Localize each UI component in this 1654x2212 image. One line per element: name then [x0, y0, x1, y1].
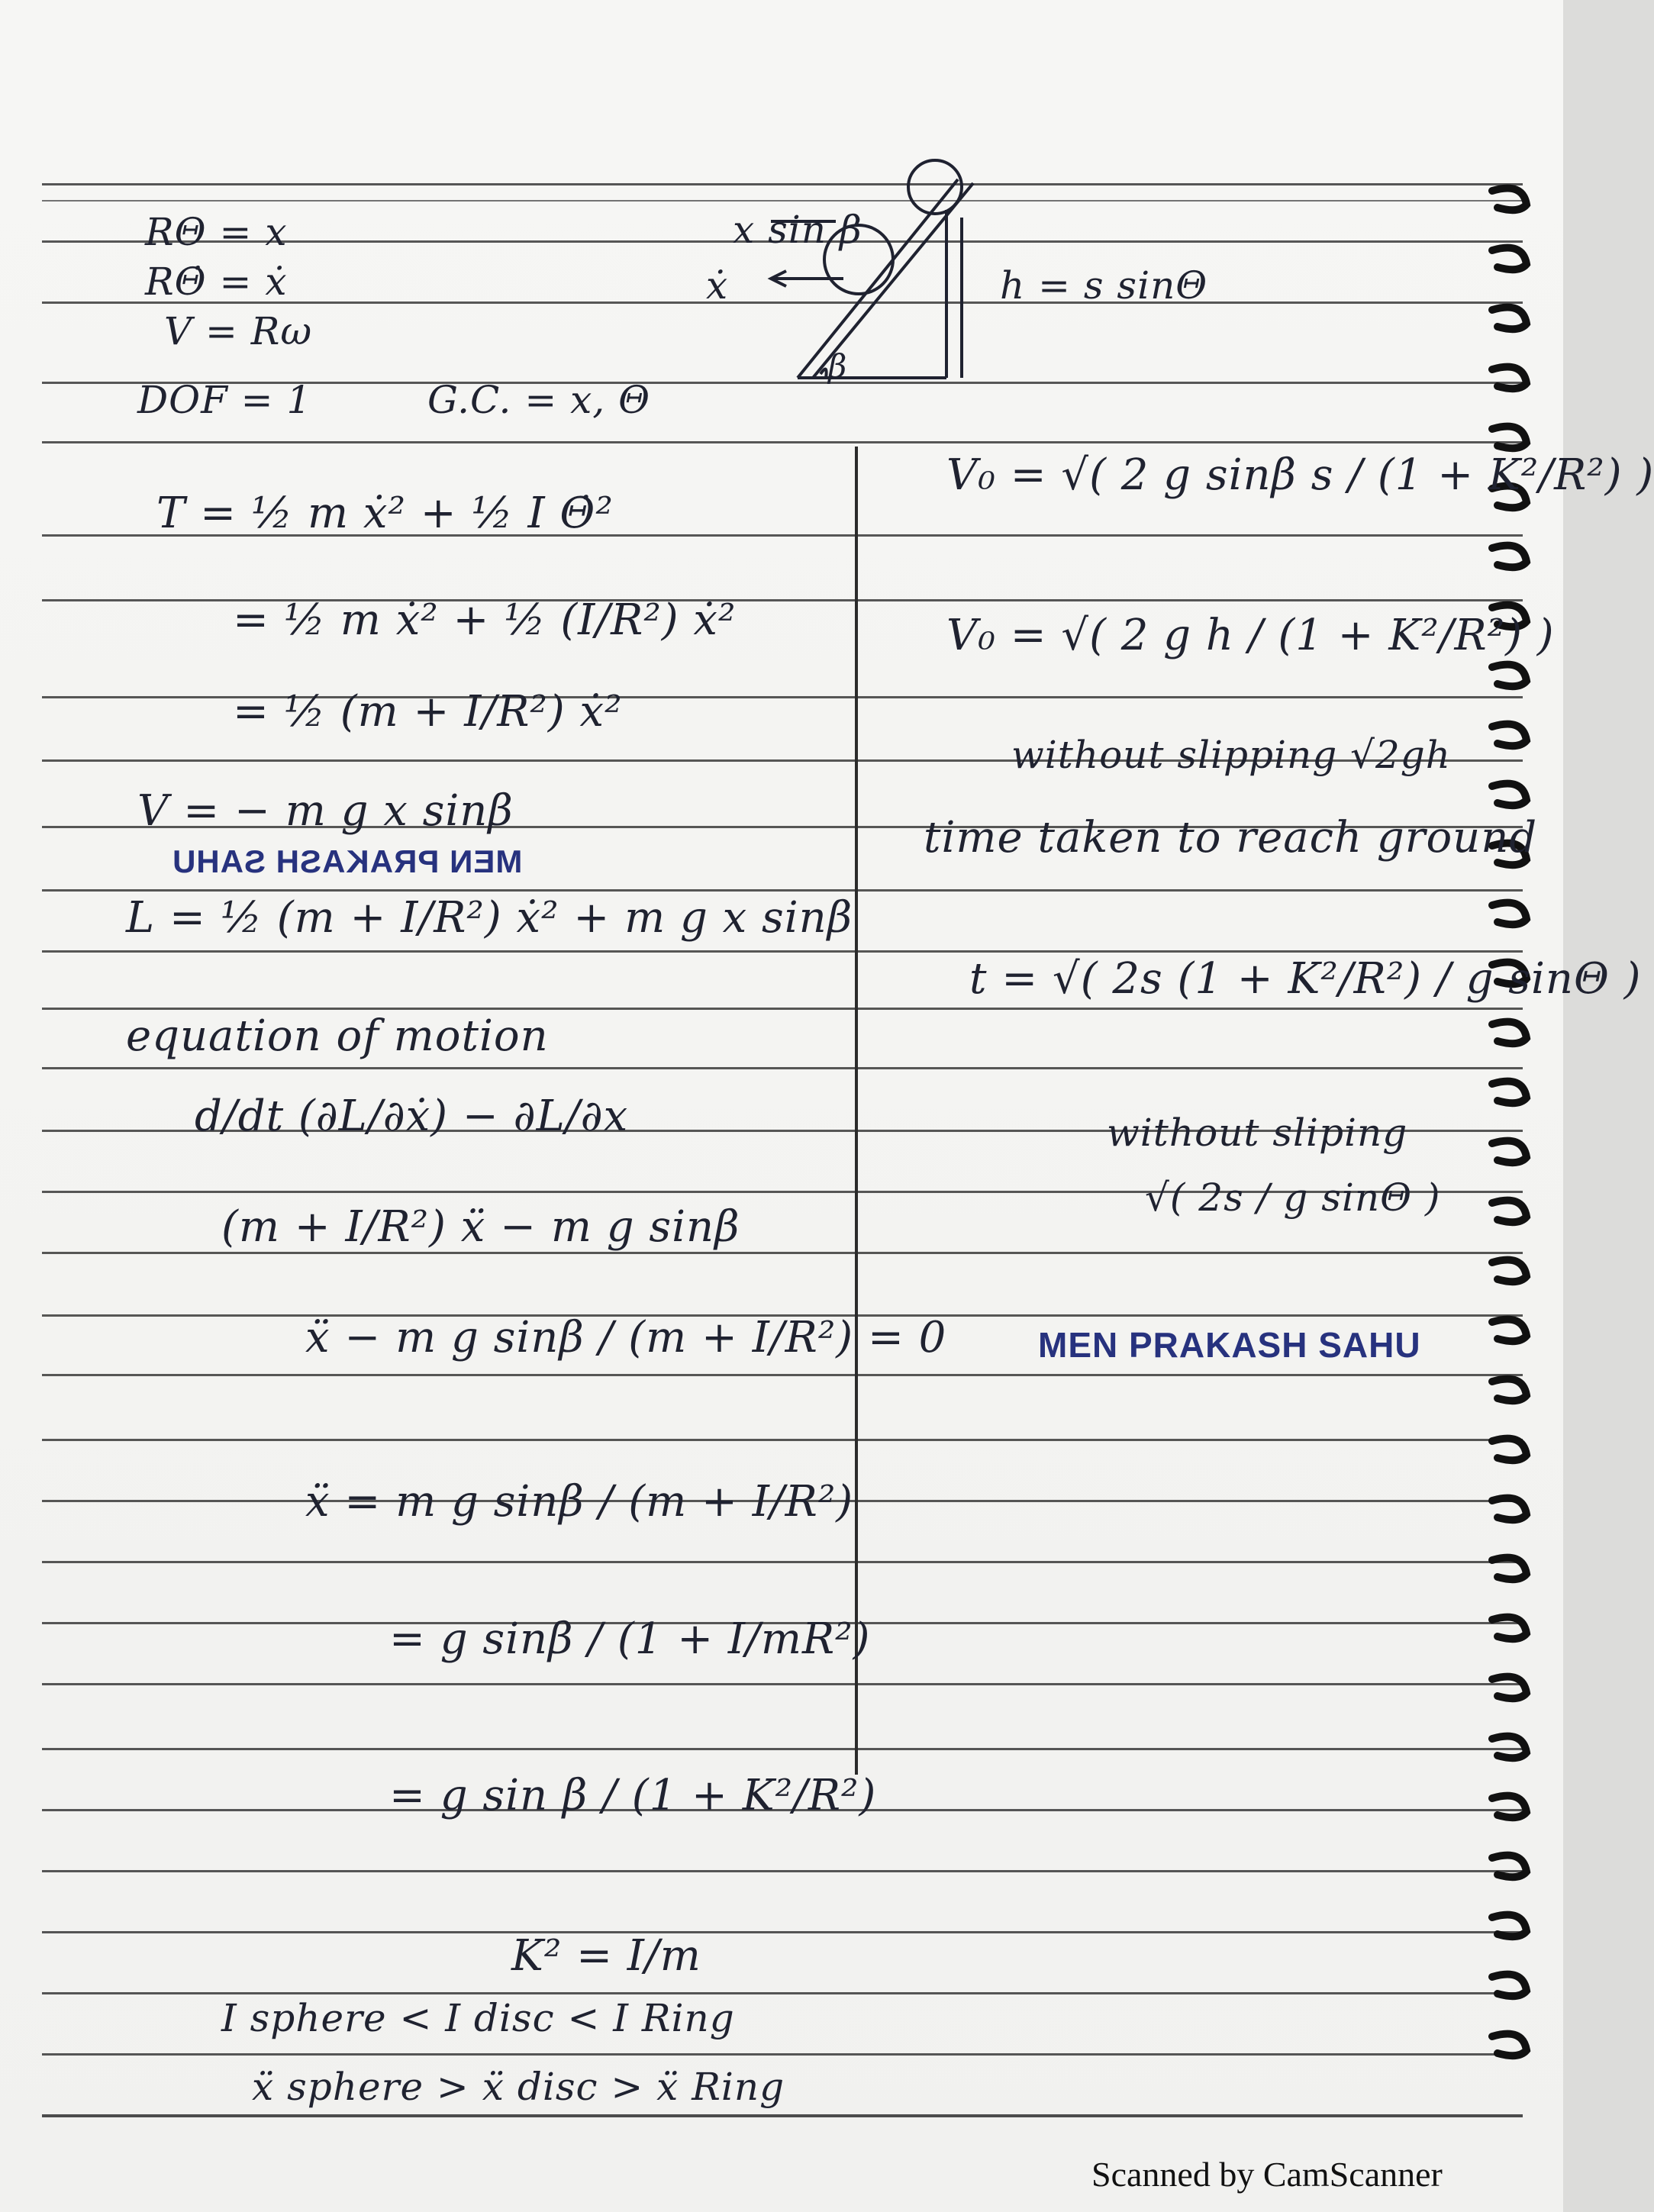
page-rule: [42, 441, 1523, 443]
eq-eom-3: ẍ = m g sinβ / (m + I/R²): [305, 1477, 854, 1527]
page-rule: [42, 1252, 1523, 1254]
spiral-ring: [1492, 1379, 1527, 1401]
page-rule: [42, 1067, 1523, 1069]
spiral-ring: [1492, 308, 1527, 330]
spiral-ring: [1492, 1558, 1527, 1580]
scanner-footer: Scanned by CamScanner: [1091, 2155, 1443, 2194]
spiral-ring: [1492, 1915, 1527, 1937]
eq-kinetic-3: = ½ (m + I/R²) ẋ²: [233, 687, 623, 737]
line-rtheta: RΘ = x: [145, 210, 288, 254]
spiral-ring: [1492, 248, 1527, 270]
page-rule: [42, 1374, 1523, 1376]
page-rule: [42, 1561, 1523, 1563]
spiral-ring: [1492, 784, 1527, 806]
column-divider: [855, 447, 858, 1775]
spiral-ring: [1492, 1677, 1527, 1699]
eq-accel-order: ẍ sphere > ẍ disc > ẍ Ring: [252, 2065, 785, 2109]
page-rule: [42, 1439, 1523, 1441]
eq-potential: V = − m g x sinβ: [137, 786, 514, 836]
line-rthetadot: RΘ̇ = ẋ: [145, 260, 288, 304]
spiral-ring: [1492, 1617, 1527, 1640]
page-rule: [42, 1008, 1523, 1010]
note-without-sliping: without sliping: [1107, 1111, 1408, 1155]
spiral-ring: [1492, 427, 1527, 449]
eq-k2: K² = I/m: [511, 1931, 701, 1981]
page-rule: [42, 1931, 1523, 1933]
page-rule: [42, 1683, 1523, 1685]
spiral-ring: [1492, 1260, 1527, 1282]
spiral-ring: [1492, 1975, 1527, 1997]
eq-inertia-order: I sphere < I disc < I Ring: [221, 1996, 735, 2040]
stamp-mirrored: MEN PRAKASH SAHU: [172, 843, 523, 879]
line-dof: DOF = 1: [137, 378, 312, 422]
diagram-label-xdot: ẋ: [706, 263, 729, 308]
eq-eom-5: = g sin β / (1 + K²/R²): [389, 1771, 877, 1820]
spiral-ring: [1492, 1201, 1527, 1223]
line-gc: G.C. = x, Θ: [427, 378, 651, 422]
eq-time-2: √( 2s / g sinΘ ): [1145, 1175, 1441, 1220]
page-rule: [42, 889, 1523, 892]
spiral-ring: [1492, 1856, 1527, 1878]
eq-eom-2: ẍ − m g sinβ / (m + I/R²) = 0: [305, 1313, 947, 1362]
note-without-slipping: without slipping √2gh: [1011, 733, 1452, 777]
eq-euler-lagrange: d/dt (∂L/∂ẋ) − ∂L/∂x: [195, 1091, 629, 1141]
spiral-ring: [1492, 1498, 1527, 1520]
page-rule: [42, 2053, 1523, 2056]
spiral-ring: [1492, 724, 1527, 746]
eq-lagrangian: L = ½ (m + I/R²) ẋ² + m g x sinβ: [126, 893, 853, 943]
page-rule: [42, 1870, 1523, 1872]
eq-eom-1: (m + I/R²) ẍ − m g sinβ: [221, 1202, 740, 1252]
spiral-ring: [1492, 1796, 1527, 1818]
diagram-label-h: h = s sinΘ: [1000, 263, 1208, 308]
stamp: MEN PRAKASH SAHU: [1038, 1325, 1421, 1365]
heading-time-taken: time taken to reach ground: [924, 813, 1538, 863]
page-rule: [42, 2114, 1523, 2117]
spiral-ring: [1492, 1082, 1527, 1104]
page-rule: [42, 1748, 1523, 1750]
spiral-ring: [1492, 1439, 1527, 1461]
spiral-ring: [1492, 1022, 1527, 1044]
spiral-ring: [1492, 903, 1527, 925]
page-rule: [42, 950, 1523, 953]
eq-v0-1: V₀ = √( 2 g sinβ s / (1 + K²/R²) ): [946, 450, 1654, 500]
diagram-label-xsin: x sin β: [733, 208, 862, 252]
spiral-ring: [1492, 367, 1527, 389]
line-v-rw: V = Rω: [164, 309, 313, 353]
spiral-ring: [1492, 546, 1527, 568]
heading-eom: equation of motion: [126, 1011, 549, 1061]
eq-time: t = √( 2s (1 + K²/R²) / g sinΘ ): [969, 954, 1642, 1004]
eq-eom-4: = g sinβ / (1 + I/mR²): [389, 1614, 871, 1664]
spiral-ring: [1492, 665, 1527, 687]
spiral-ring: [1492, 1141, 1527, 1163]
spiral-ring: [1492, 1736, 1527, 1759]
spiral-ring: [1492, 2034, 1527, 2056]
spiral-ring: [1492, 1320, 1527, 1342]
eq-kinetic: T = ½ m ẋ² + ½ I Θ̇²: [156, 489, 614, 538]
eq-v0-2: V₀ = √( 2 g h / (1 + K²/R²) ): [946, 611, 1555, 660]
spiral-ring: [1492, 189, 1527, 211]
page-rule: [42, 1992, 1523, 1994]
diagram-label-beta: β: [828, 347, 848, 385]
eq-kinetic-2: = ½ m ẋ² + ½ (I/R²) ẋ²: [233, 595, 737, 645]
